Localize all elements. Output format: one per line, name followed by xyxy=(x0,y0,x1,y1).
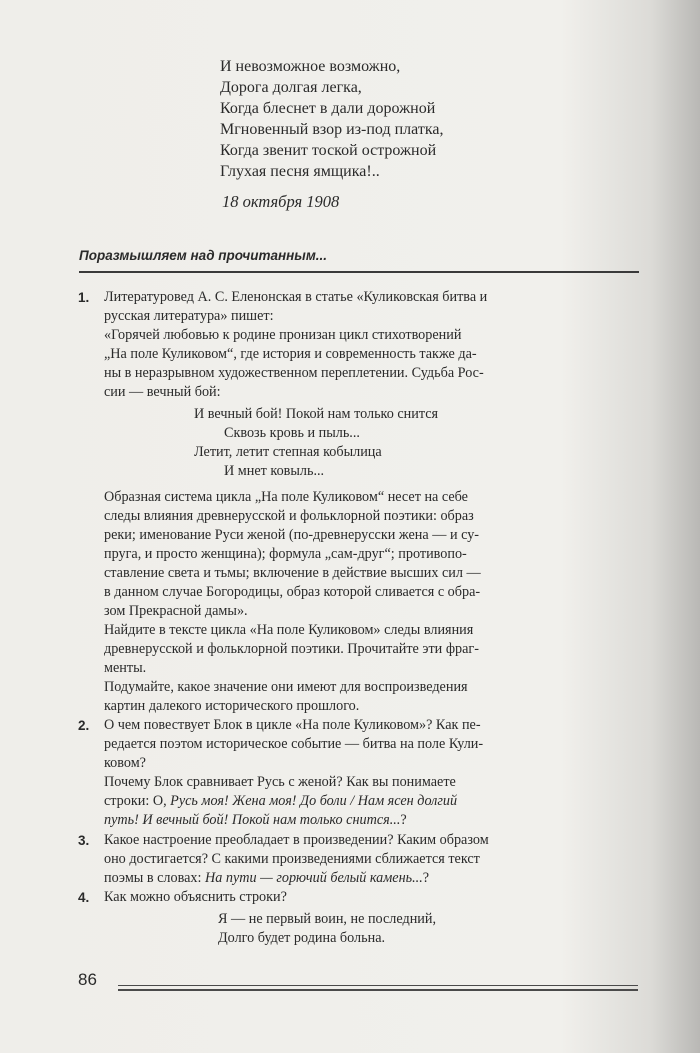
question-4-text xyxy=(104,888,639,907)
text-span: ? xyxy=(400,812,407,828)
quoted-verse: На пути — горючий белый камень... xyxy=(205,870,423,886)
text-line: следы влияния древнерусской и фольклорной поэтики: образ xyxy=(104,508,474,524)
question-number: 1. xyxy=(78,290,90,305)
text-line: менты. xyxy=(104,660,147,676)
text-line: „На поле Куликовом“, где история и современность также да- xyxy=(104,346,477,362)
poem-stanza xyxy=(220,56,443,182)
section-heading: Поразмышляем над прочитанным... xyxy=(79,248,328,263)
quoted-verse: путь! И вечный бой! Покой нам только снится... xyxy=(104,812,401,828)
verse-line: Долго будет родина больна. xyxy=(218,930,386,946)
text-line: Образная система цикла „На поле Куликовом“ несет на себе xyxy=(104,489,468,505)
text-line: О чем повествует Блок в цикле «На поле Куликовом»? Как пе- xyxy=(104,717,481,733)
poem-line: Когда блеснет в дали дорожной xyxy=(220,100,436,117)
text-line: реки; именование Руси женой (по-древнерусски жена — и су- xyxy=(104,527,480,543)
text-line: Почему Блок сравнивает Русь с женой? Как вы понимаете xyxy=(104,774,456,790)
question-1-text-continued xyxy=(104,488,639,716)
footer-rule xyxy=(118,985,638,986)
question-4-verse xyxy=(218,910,436,948)
section-divider xyxy=(79,271,639,273)
text-line xyxy=(104,811,639,830)
text-line xyxy=(104,792,639,811)
poem-line: Когда звенит тоской острожной xyxy=(220,142,437,159)
text-line: ставление света и тьмы; включение в действие высших сил — xyxy=(104,565,481,581)
text-line: в данном случае Богородицы, образ которой сливается с обра- xyxy=(104,584,481,600)
poem-date: 18 октября 1908 xyxy=(222,192,340,211)
text-line: Найдите в тексте цикла «На поле Куликовом» следы влияния xyxy=(104,622,474,638)
verse-line: Летит, летит степная кобылица xyxy=(194,444,382,460)
verse-line: И вечный бой! Покой нам только снится xyxy=(194,406,439,422)
text-line: Какое настроение преобладает в произведении? Каким образом xyxy=(104,832,489,848)
text-line: ны в неразрывном художественном переплетении. Судьба Рос- xyxy=(104,365,484,381)
question-1-text xyxy=(104,288,639,402)
question-1-verse xyxy=(194,405,438,481)
page-number: 86 xyxy=(78,970,97,989)
text-line: Литературовед А. С. Еленонская в статье «Куликовская битва и xyxy=(104,289,488,305)
text-span: поэмы в словах: xyxy=(104,870,205,886)
text-line: зом Прекрасной дамы». xyxy=(104,603,248,619)
verse-line: И мнет ковыль... xyxy=(224,463,325,479)
text-line: «Горячей любовью к родине пронизан цикл стихотворений xyxy=(104,327,462,343)
question-2-text xyxy=(104,716,639,830)
poem-line: Дорога долгая легка, xyxy=(220,79,362,96)
verse-line: Я — не первый воин, не последний, xyxy=(218,911,437,927)
quoted-verse: Русь моя! Жена моя! До боли / Нам ясен долгий xyxy=(170,793,458,809)
text-line: Подумайте, какое значение они имеют для воспроизведения xyxy=(104,679,468,695)
text-span: строки: О, xyxy=(104,793,171,809)
text-line xyxy=(104,869,639,888)
text-line: сии — вечный бой: xyxy=(104,384,221,400)
text-line: редается поэтом историческое событие — битва на поле Кули- xyxy=(104,736,484,752)
text-line: пруга, и просто женщина); формула „сам-друг“; противопо- xyxy=(104,546,467,562)
text-span: ? xyxy=(422,870,430,886)
question-3-text xyxy=(104,831,639,888)
text-line: Как можно объяснить строки? xyxy=(104,889,287,905)
question-number: 3. xyxy=(78,833,90,848)
question-number: 4. xyxy=(78,890,90,905)
text-line: древнерусской и фольклорной поэтики. Прочитайте эти фраг- xyxy=(104,641,479,657)
poem-line: Глухая песня ямщика!.. xyxy=(220,163,380,180)
text-line: картин далекого исторического прошлого. xyxy=(104,698,360,714)
poem-line: Мгновенный взор из-под платка, xyxy=(220,121,444,138)
text-line: ковом? xyxy=(104,755,146,771)
question-number: 2. xyxy=(78,718,90,733)
poem-line: И невозможное возможно, xyxy=(220,58,401,75)
verse-line: Сквозь кровь и пыль... xyxy=(224,425,360,441)
text-line: оно достигается? С какими произведениями сближается текст xyxy=(104,851,480,867)
text-line: русская литература» пишет: xyxy=(104,308,274,324)
footer-rule xyxy=(118,989,638,991)
